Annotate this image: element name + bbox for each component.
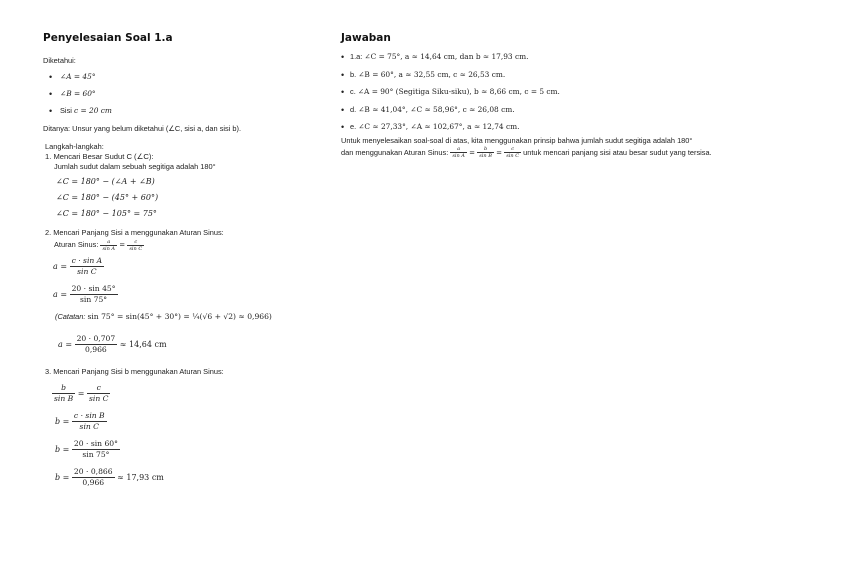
fraction: $\frac{b}{\text{sin B}}$: [479, 146, 492, 159]
answer-item: • 1.a: ∠C = 75°, a ≈ 14,64 cm, dan b ≈ 17,93 cm.: [341, 52, 841, 70]
answer-item: • d. ∠B ≈ 41,04°, ∠C ≈ 58,96°, c ≈ 26,08 cm.: [341, 105, 841, 123]
fraction: $\frac{c}{\text{sin C}}$: [506, 146, 520, 159]
fraction: $\frac{20 \cdot \sin 45^\circ}{\sin 75^\circ}$: [71, 283, 116, 304]
solution-column: [43, 32, 333, 491]
known-list: [43, 72, 333, 123]
step1-heading: 1. Mencari Besar Sudut C (∠C):: [45, 152, 154, 161]
step1-eq: ∠C = 180° − (∠A + ∠B): [56, 177, 155, 186]
answer-item: • b. ∠B = 60°, a ≈ 32,55 cm, c ≈ 26,53 cm.: [341, 70, 841, 88]
step1-eq: ∠C = 180° − (45° + 60°): [56, 193, 159, 202]
fraction: $\frac{b}{\text{sin B}}$: [54, 382, 74, 403]
answer-list: [341, 52, 841, 140]
step3-rule: $\frac{b}{\text{sin B}}$ = $\frac{c}{\text{sin C}}$: [54, 382, 109, 403]
fraction: $\frac{20 \cdot \sin 60^\circ}{\sin 75^\circ}$: [73, 438, 118, 459]
fraction: $\frac{a}{\text{sin A}}$: [102, 238, 116, 252]
step3-result: b = $\frac{20 \cdot 0,866}{0,966}$ ≈ 17,93 cm: [55, 466, 164, 487]
fraction: $\frac{20 \cdot 0,707}{0,966}$: [76, 333, 116, 354]
step2-formula: a = $\frac{20 \cdot \sin 45^\circ}{\sin 75^\circ}$: [53, 283, 116, 304]
step2-formula: a = $\frac{\text{c · sin A}}{\text{sin C}}$: [53, 255, 103, 276]
summary-line-1: Untuk menyelesaikan soal-soal di atas, kita menggunakan prinsip bahwa jumlah sudut segitiga adalah 180°: [341, 135, 693, 145]
known-label: Diketahui:: [43, 56, 76, 65]
answer-item: • c. ∠A = 90° (Segitiga Siku-siku), b ≈ 8,66 cm, c = 5 cm.: [341, 87, 841, 105]
summary-line-2: dan menggunakan Aturan Sinus: $\frac{a}{\text{sin A}}$ = $\frac{b}{\text{sin B}}$ = $\frac{c}{\text{sin C}}$ untuk mencari panjang sisi atau besar sudut yang tersisa.: [341, 146, 712, 159]
known-item: • ∠B = 60°: [43, 89, 333, 106]
step3-heading: 3. Mencari Panjang Sisi b menggunakan Aturan Sinus:: [45, 367, 224, 376]
step3-formula: b = $\frac{20 \cdot \sin 60^\circ}{\sin 75^\circ}$: [55, 438, 118, 459]
fraction: $\frac{20 \cdot 0,866}{0,966}$: [73, 466, 113, 487]
step2-heading: 2. Mencari Panjang Sisi a menggunakan Aturan Sinus:: [45, 228, 224, 237]
answer-title: Jawaban: [341, 32, 391, 44]
fraction: $\frac{c}{\text{sin C}}$: [129, 238, 143, 252]
step3-formula: b = $\frac{\text{c · sin B}}{\text{sin C}}$: [55, 410, 105, 431]
known-item: • Sisi c = 20 cm: [43, 106, 333, 123]
fraction: $\frac{\text{c · sin A}}{\text{sin C}}$: [71, 255, 103, 276]
fraction: $\frac{c}{\text{sin C}}$: [89, 382, 109, 403]
known-item: • ∠A = 45°: [43, 72, 333, 89]
step1-eq: ∠C = 180° − 105° = 75°: [56, 209, 157, 218]
asked-text: Ditanya: Unsur yang belum diketahui (∠C, sisi a, dan sisi b).: [43, 124, 242, 133]
step2-result: a = $\frac{20 \cdot 0,707}{0,966}$ ≈ 14,64 cm: [58, 333, 167, 354]
step1-note: Jumlah sudut dalam sebuah segitiga adalah 180°: [54, 162, 216, 171]
fraction: $\frac{\text{c · sin B}}{\text{sin C}}$: [73, 410, 105, 431]
sine-rule-label: Aturan Sinus:: [54, 240, 99, 249]
answer-item: • e. ∠C ≈ 27,33°, ∠A ≈ 102,67°, a ≈ 12,74 cm.: [341, 122, 841, 140]
answer-column: [341, 32, 841, 160]
solution-title: Penyelesaian Soal 1.a: [43, 32, 173, 44]
steps-label: Langkah-langkah:: [45, 142, 104, 151]
fraction: $\frac{a}{\text{sin A}}$: [452, 146, 465, 159]
sine-rule: Aturan Sinus: $\frac{a}{\text{sin A}}$ = $\frac{c}{\text{sin C}}$: [54, 238, 143, 252]
note-sin75: (Catatan: sin 75° = sin(45° + 30°) = ¼(√6 + √2) ≈ 0,966): [55, 312, 272, 321]
